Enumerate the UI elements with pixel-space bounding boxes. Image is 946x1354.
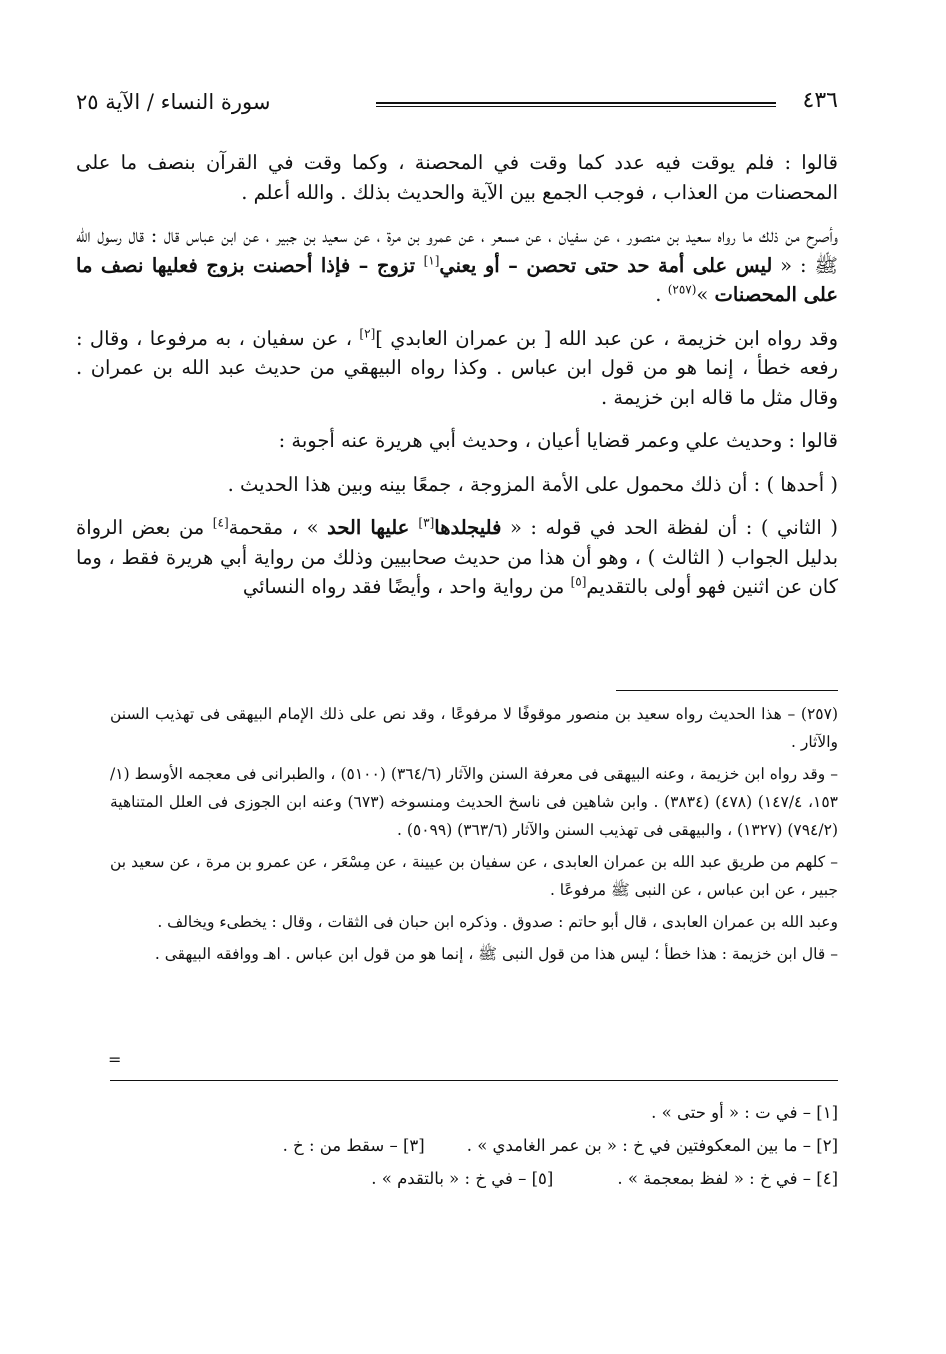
variant-marker-4: [٤]	[212, 515, 229, 530]
footnotes	[110, 700, 838, 972]
footnote-257: (٢٥٧) – هذا الحديث رواه سعيد بن منصور موقوفًا لا مرفوعًا ، وقد نص على ذلك الإمام البيهقى فى تهذيب السنن والآثار .	[110, 705, 838, 751]
hadith-phrase-a: فليجلدها	[434, 516, 502, 539]
continuation-mark: =	[108, 1050, 122, 1069]
page-number: ٤٣٦	[802, 88, 838, 113]
paragraph-6-b: » ، مقحمة	[228, 516, 328, 539]
footnote-ref-257: (٢٥٧)	[667, 282, 697, 297]
variant-4: [٤] – في خ : « لفظ بمعجمة » .	[617, 1169, 838, 1188]
footnote-narrator: وعبد الله بن عمران العابدى ، قال أبو حاتم : صدوق . وذكره ابن حبان فى الثقات ، وقال : يخطىء ويخالف .	[157, 913, 838, 931]
paragraph-4: قالوا : وحديث علي وعمر قضايا أعيان ، وحديث أبي هريرة عنه أجوبة :	[278, 429, 838, 452]
paragraph-2	[76, 221, 838, 310]
hadith-quote-b: تزوج – فإذا أحصنت بزوج فعليها نصف ما على المحصنات	[76, 253, 838, 306]
variant-row-3	[98, 1162, 838, 1195]
quote-close: »	[696, 283, 715, 306]
main-text	[76, 148, 838, 616]
surah-title: سورة النساء / الآية ٢٥	[76, 90, 271, 114]
variant-marker-3: [٣]	[418, 515, 435, 530]
paragraph-1: قالوا : فلم يوقت فيه عدد كما وقت في المحصنة ، وكما وقت في القرآن بنصف ما على المحصنات من العذاب ، فوجب الجمع بين الآية والحديث بذلك . والله أعلم .	[76, 151, 838, 204]
variant-row-2	[98, 1129, 838, 1162]
paragraph-2-end: .	[655, 283, 668, 306]
paragraph-3	[76, 324, 838, 413]
paragraph-6-a: ( الثاني ) : أن لفظة الحد في قوله : «	[501, 516, 838, 539]
variant-3: [٣] – سقط من : خ .	[282, 1136, 425, 1155]
footnote-takhrij: – وقد رواه ابن خزيمة ، وعنه البيهقى فى معرفة السنن والآثار (٣٦٤/٦) (٥١٠٠) ، والطبرانى فى معجمه الأوسط (١/ ١٥٣، ١٤٧/٤) (٤٧٨) (٣٨٣٤) . وابن شاهين فى ناسخ الحديث ومنسوخه (٦٧٣) وعنه ابن الجوزى فى العلل المتناهية (٧٩٤/٢) (١٣٢٧) ، والبيهقى فى تهذيب السنن والآثار (٣٦٣/٦) (٥٠٩٩) .	[110, 765, 839, 839]
hadith-phrase-b: عليها الحد	[327, 516, 419, 539]
variant-marker-5: [٥]	[570, 574, 587, 589]
variant-2: [٢] – ما بين المعكوفتين في خ : « بن عمر الغامدي » .	[466, 1136, 838, 1155]
variant-1: [١] – في ت : « أو حتى » .	[651, 1103, 838, 1122]
footnotes-end-rule	[110, 1080, 838, 1081]
page-header	[76, 84, 838, 124]
hadith-quote-a: ليس على أمة حد حتى تحصن – أو يعني	[439, 253, 773, 277]
paragraph-6-c: من بعض الرواة بدليل الجواب ( الثالث ) ، وهو أن هذا من حديث صحابيين وذلك من رواية أبي هريرة فقط ، وما كان عن اثنين فهو أولى بالتقديم	[76, 516, 838, 598]
paragraph-5: ( أحدها ) : أن ذلك محمول على الأمة المزوجة ، جمعًا بينه وبين هذا الحديث .	[227, 472, 838, 496]
variant-marker-2: [٢]	[359, 326, 376, 340]
footnote-rule	[616, 690, 838, 691]
header-rule	[376, 102, 776, 107]
paragraph-6-d: من رواية واحد ، وأيضًا فقد رواه النسائي	[242, 575, 571, 598]
paragraph-6	[76, 513, 838, 602]
paragraph-3-b: ، عن سفيان ، به مرفوعا ، وقال : رفعه خطأ ، إنما هو من قول ابن عباس . وكذا رواه البيهقي من حديث عبد الله بن عمران . وقال مثل ما قاله ابن خزيمة .	[76, 326, 838, 409]
paragraph-2-intro: وأصرح من ذلك ما رواه سعيد بن منصور ، عن سفيان ، عن مسعر ، عن عمرو بن مرة ، عن سعيد بن جبير ، عن ابن عباس قال : قال رسول الله ﷺ : «	[76, 224, 838, 277]
paragraph-3-a: وقد رواه ابن خزيمة ، عن عبد الله [ بن عمران العابدي ]	[375, 326, 838, 350]
variant-5: [٥] – في خ : « بالتقدم » .	[371, 1169, 554, 1188]
footnote-ibn-khuzaymah: – قال ابن خزيمة : هذا خطأ ؛ ليس هذا من قول النبى ﷺ ، إنما هو من قول ابن عباس . اهـ ووافقه البيهقى .	[154, 945, 838, 963]
variant-marker-1: [١]	[423, 253, 440, 267]
footnote-chain: – كلهم من طريق عبد الله بن عمران العابدى ، عن سفيان بن عيينة ، عن مِسْعَر ، عن عمرو بن مرة ، عن سعيد بن جبير ، عن ابن عباس ، عن النبى ﷺ مرفوعًا .	[110, 853, 838, 899]
manuscript-variants	[98, 1096, 838, 1195]
